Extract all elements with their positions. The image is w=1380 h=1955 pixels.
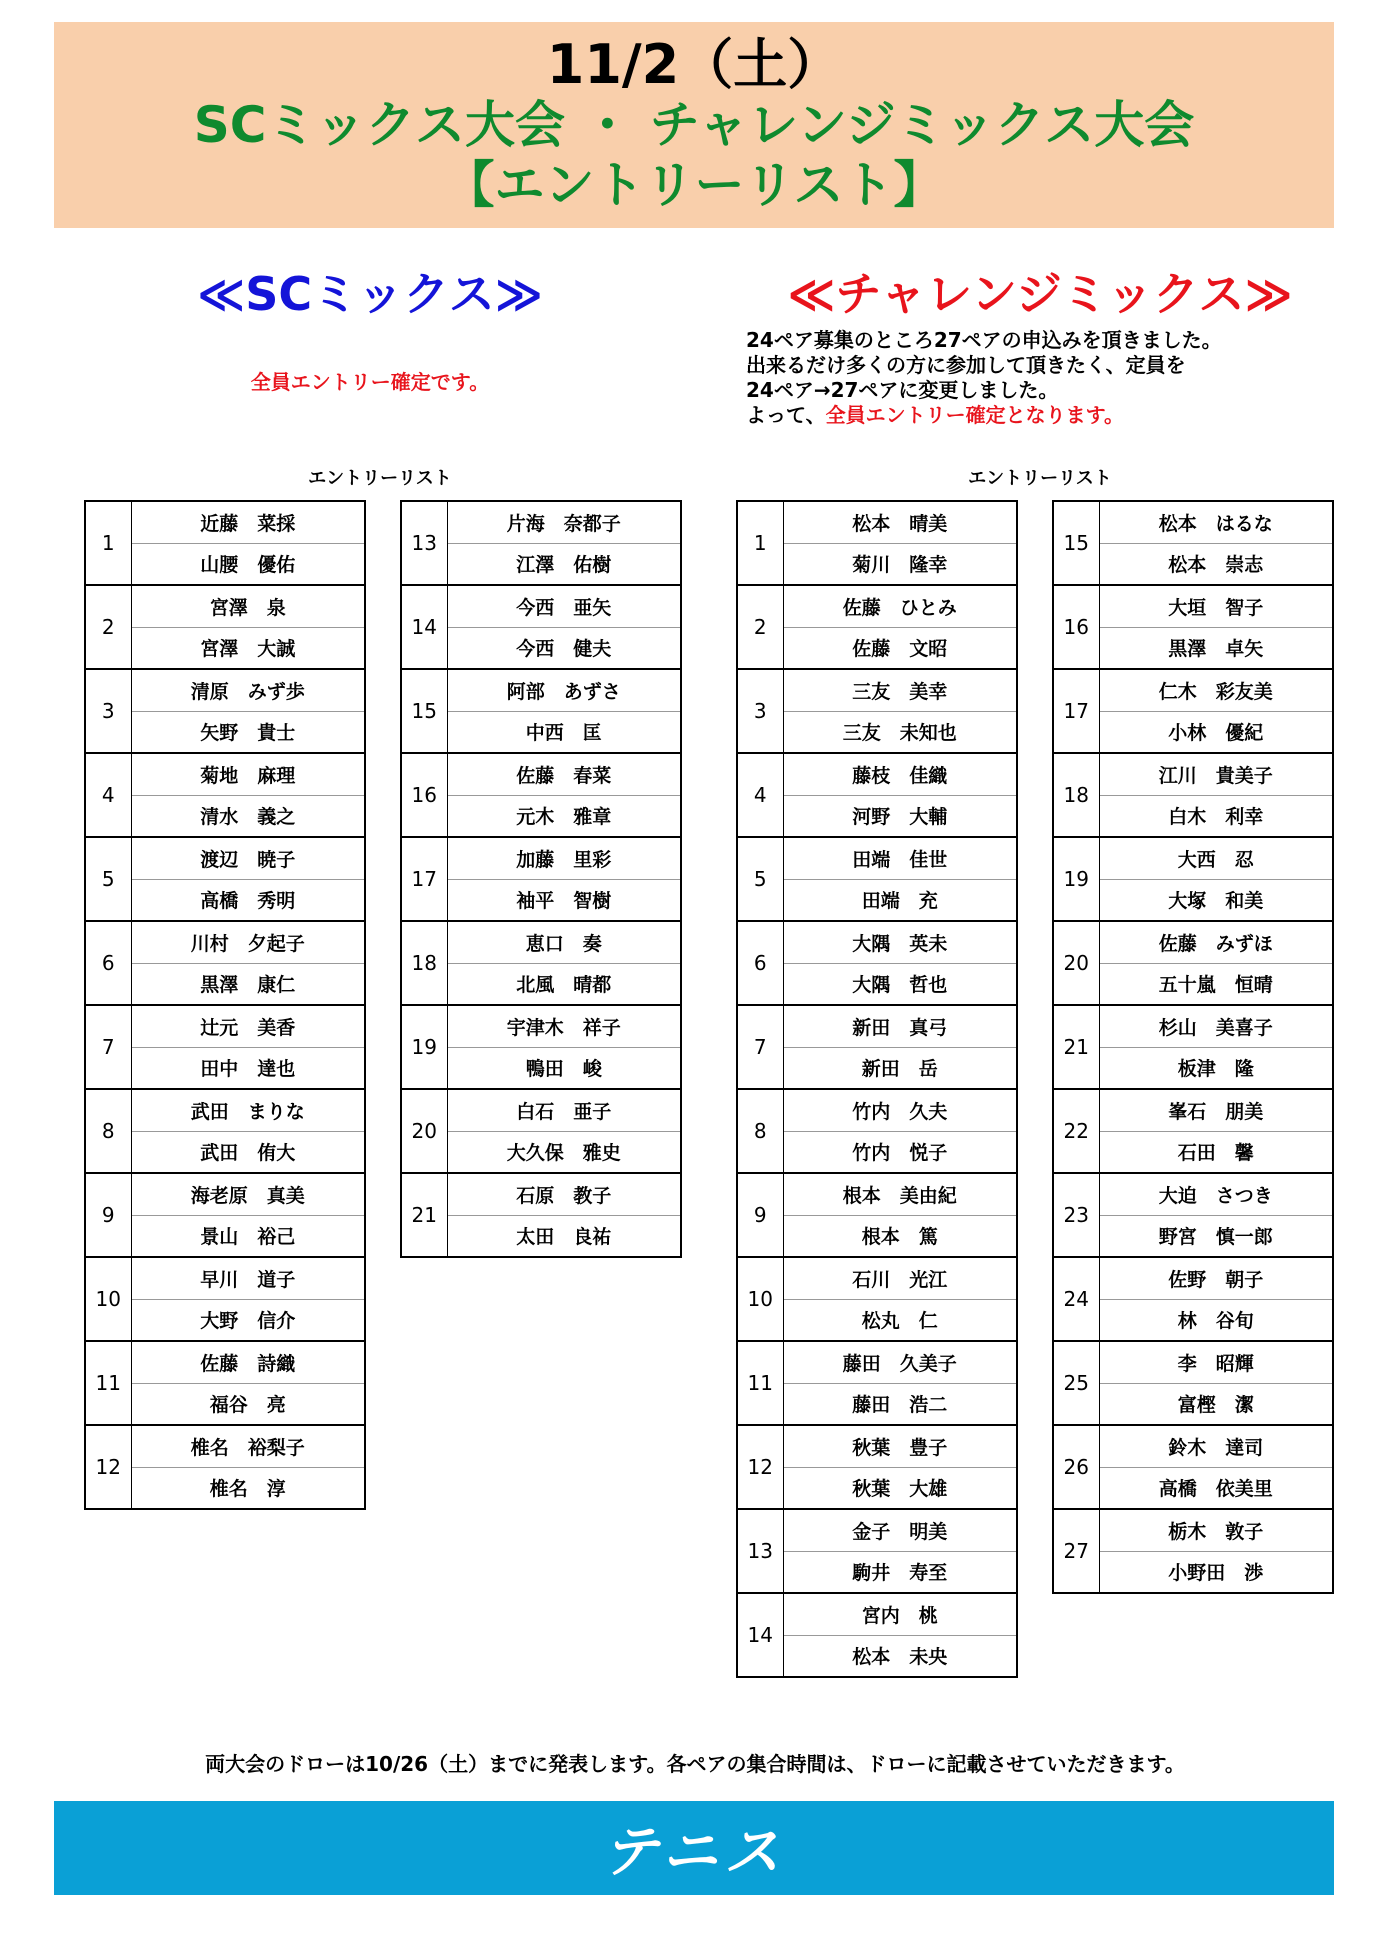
player-name: 矢野 貴士: [131, 711, 365, 753]
player-name: 板津 隆: [1099, 1047, 1333, 1089]
player-name: 秋葉 大雄: [783, 1467, 1017, 1509]
player-name: 石川 光江: [783, 1257, 1017, 1299]
pair-row: [737, 1257, 1017, 1299]
player-name: 椎名 淳: [131, 1467, 365, 1509]
player-name: 鴨田 峻: [447, 1047, 681, 1089]
pair-number: 11: [737, 1341, 783, 1425]
sc-entry-table-1: [84, 500, 366, 1510]
pair-number: 14: [737, 1593, 783, 1677]
player-name: 佐藤 春菜: [447, 753, 681, 795]
pair-row: [737, 1593, 1017, 1635]
player-name: 宮澤 泉: [131, 585, 365, 627]
pair-row: [1053, 1341, 1333, 1383]
pair-number: 13: [401, 501, 447, 585]
player-name: 三友 美幸: [783, 669, 1017, 711]
pair-row: [401, 921, 681, 963]
player-name: 藤枝 佳織: [783, 753, 1017, 795]
pair-row: [1053, 669, 1333, 711]
pair-row: [401, 837, 681, 879]
pair-row: [85, 921, 365, 963]
pair-row: [1053, 1089, 1333, 1131]
pair-number: 16: [1053, 585, 1099, 669]
player-name: 大隅 英未: [783, 921, 1017, 963]
pair-number: 3: [737, 669, 783, 753]
pair-row: [1053, 1005, 1333, 1047]
player-name: 袖平 智樹: [447, 879, 681, 921]
pair-number: 5: [737, 837, 783, 921]
player-name: 大隅 哲也: [783, 963, 1017, 1005]
pair-number: 7: [737, 1005, 783, 1089]
player-name: 清原 みず歩: [131, 669, 365, 711]
pair-row: [85, 1341, 365, 1383]
pair-number: 4: [737, 753, 783, 837]
sc-mix-note: 全員エントリー確定です。: [250, 370, 490, 394]
player-name: 佐野 朝子: [1099, 1257, 1333, 1299]
sc-entry-list-label: エントリーリスト: [308, 468, 452, 489]
event-title: SCミックス大会 ・ チャレンジミックス大会: [193, 96, 1195, 154]
pair-number: 21: [1053, 1005, 1099, 1089]
pair-row: [1053, 753, 1333, 795]
challenge-note-confirmed: 全員エントリー確定となります。: [825, 403, 1125, 427]
pair-number: 6: [85, 921, 131, 1005]
pair-number: 10: [737, 1257, 783, 1341]
player-name: 北風 晴都: [447, 963, 681, 1005]
player-name: 菊川 隆幸: [783, 543, 1017, 585]
pair-row: [85, 753, 365, 795]
pair-number: 3: [85, 669, 131, 753]
player-name: 江澤 佑樹: [447, 543, 681, 585]
player-name: 小林 優紀: [1099, 711, 1333, 753]
pair-number: 19: [1053, 837, 1099, 921]
pair-row: [737, 1341, 1017, 1383]
player-name: 景山 裕己: [131, 1215, 365, 1257]
challenge-entry-table-2: [1052, 500, 1334, 1594]
pair-number: 12: [737, 1425, 783, 1509]
pair-row: [1053, 1509, 1333, 1551]
pair-row: [1053, 837, 1333, 879]
pair-number: 7: [85, 1005, 131, 1089]
pair-row: [401, 1089, 681, 1131]
pair-number: 20: [1053, 921, 1099, 1005]
player-name: 竹内 久夫: [783, 1089, 1017, 1131]
player-name: 白石 亜子: [447, 1089, 681, 1131]
player-name: 高橋 依美里: [1099, 1467, 1333, 1509]
challenge-note-line: [746, 403, 1346, 428]
pair-row: [1053, 501, 1333, 543]
pair-number: 12: [85, 1425, 131, 1509]
player-name: 佐藤 みずほ: [1099, 921, 1333, 963]
player-name: 富樫 潔: [1099, 1383, 1333, 1425]
player-name: 林 谷旬: [1099, 1299, 1333, 1341]
pair-row: [737, 837, 1017, 879]
player-name: 新田 岳: [783, 1047, 1017, 1089]
player-name: 河野 大輔: [783, 795, 1017, 837]
footer-banner: [54, 1801, 1334, 1895]
player-name: 秋葉 豊子: [783, 1425, 1017, 1467]
event-subtitle: 【エントリーリスト】: [444, 156, 944, 214]
pair-number: 24: [1053, 1257, 1099, 1341]
pair-row: [401, 1005, 681, 1047]
player-name: 大垣 智子: [1099, 585, 1333, 627]
pair-row: [737, 921, 1017, 963]
pair-row: [401, 501, 681, 543]
pair-row: [737, 1509, 1017, 1551]
pair-row: [85, 837, 365, 879]
pair-number: 9: [85, 1173, 131, 1257]
pair-row: [85, 669, 365, 711]
pair-row: [737, 1173, 1017, 1215]
pair-row: [737, 1089, 1017, 1131]
pair-number: 14: [401, 585, 447, 669]
pair-number: 8: [737, 1089, 783, 1173]
pair-number: 20: [401, 1089, 447, 1173]
pair-row: [85, 585, 365, 627]
player-name: 鈴木 達司: [1099, 1425, 1333, 1467]
player-name: 石原 教子: [447, 1173, 681, 1215]
pair-row: [85, 1173, 365, 1215]
pair-row: [737, 585, 1017, 627]
player-name: 清水 義之: [131, 795, 365, 837]
pair-number: 17: [1053, 669, 1099, 753]
player-name: 佐藤 ひとみ: [783, 585, 1017, 627]
player-name: 武田 まりな: [131, 1089, 365, 1131]
player-name: 小野田 渉: [1099, 1551, 1333, 1593]
pair-number: 17: [401, 837, 447, 921]
pair-number: 5: [85, 837, 131, 921]
player-name: 今西 健夫: [447, 627, 681, 669]
pair-number: 4: [85, 753, 131, 837]
player-name: 白木 利幸: [1099, 795, 1333, 837]
pair-number: 2: [737, 585, 783, 669]
player-name: 宮内 桃: [783, 1593, 1017, 1635]
player-name: 元木 雅章: [447, 795, 681, 837]
player-name: 阿部 あずさ: [447, 669, 681, 711]
pair-number: 18: [1053, 753, 1099, 837]
challenge-note-line: 24ペア募集のところ27ペアの申込みを頂きました。: [746, 328, 1222, 352]
player-name: 近藤 菜採: [131, 501, 365, 543]
challenge-entry-list-label: エントリーリスト: [968, 468, 1112, 489]
player-name: 辻元 美香: [131, 1005, 365, 1047]
draw-announcement-note: 両大会のドローは10/26（土）までに発表します。各ペアの集合時間は、ドローに記載させていただきます。: [205, 1752, 1185, 1776]
challenge-note-line: 24ペア→27ペアに変更しました。: [746, 378, 1059, 402]
pair-number: 23: [1053, 1173, 1099, 1257]
pair-number: 19: [401, 1005, 447, 1089]
player-name: 栃木 敦子: [1099, 1509, 1333, 1551]
player-name: 駒井 寿至: [783, 1551, 1017, 1593]
pair-number: 9: [737, 1173, 783, 1257]
pair-number: 22: [1053, 1089, 1099, 1173]
player-name: 黒澤 卓矢: [1099, 627, 1333, 669]
player-name: 竹内 悦子: [783, 1131, 1017, 1173]
pair-number: 11: [85, 1341, 131, 1425]
player-name: 大久保 雅史: [447, 1131, 681, 1173]
pair-row: [1053, 921, 1333, 963]
player-name: 藤田 久美子: [783, 1341, 1017, 1383]
player-name: 宮澤 大誠: [131, 627, 365, 669]
pair-number: 15: [401, 669, 447, 753]
pair-row: [737, 753, 1017, 795]
player-name: 松本 晴美: [783, 501, 1017, 543]
pair-number: 2: [85, 585, 131, 669]
player-name: 宇津木 祥子: [447, 1005, 681, 1047]
player-name: 田中 達也: [131, 1047, 365, 1089]
player-name: 新田 真弓: [783, 1005, 1017, 1047]
pair-row: [401, 1173, 681, 1215]
challenge-entry-table-1: [736, 500, 1018, 1678]
pair-number: 1: [85, 501, 131, 585]
player-name: 早川 道子: [131, 1257, 365, 1299]
player-name: 片海 奈都子: [447, 501, 681, 543]
event-date: 11/2（土）: [546, 33, 842, 96]
player-name: 峯石 朋美: [1099, 1089, 1333, 1131]
pair-row: [85, 1425, 365, 1467]
player-name: 田端 充: [783, 879, 1017, 921]
pair-row: [85, 1005, 365, 1047]
player-name: 福谷 亮: [131, 1383, 365, 1425]
player-name: 五十嵐 恒晴: [1099, 963, 1333, 1005]
player-name: 大西 忍: [1099, 837, 1333, 879]
pair-number: 25: [1053, 1341, 1099, 1425]
pair-number: 10: [85, 1257, 131, 1341]
pair-number: 27: [1053, 1509, 1099, 1593]
pair-number: 15: [1053, 501, 1099, 585]
player-name: 中西 匡: [447, 711, 681, 753]
player-name: 黒澤 康仁: [131, 963, 365, 1005]
pair-row: [401, 753, 681, 795]
pair-row: [1053, 1425, 1333, 1467]
player-name: 太田 良祐: [447, 1215, 681, 1257]
player-name: 松本 はるな: [1099, 501, 1333, 543]
challenge-mix-note: [746, 328, 1346, 428]
player-name: 大迫 さつき: [1099, 1173, 1333, 1215]
player-name: 加藤 里彩: [447, 837, 681, 879]
pair-row: [85, 501, 365, 543]
player-name: 野宮 慎一郎: [1099, 1215, 1333, 1257]
player-name: 恵口 奏: [447, 921, 681, 963]
player-name: 武田 侑大: [131, 1131, 365, 1173]
sc-entry-table-2: [400, 500, 682, 1258]
pair-row: [1053, 585, 1333, 627]
player-name: 高橋 秀明: [131, 879, 365, 921]
pair-number: 18: [401, 921, 447, 1005]
sc-mix-heading: ≪SCミックス≫: [197, 267, 543, 321]
pair-number: 16: [401, 753, 447, 837]
player-name: 佐藤 文昭: [783, 627, 1017, 669]
pair-row: [401, 585, 681, 627]
pair-number: 21: [401, 1173, 447, 1257]
player-name: 今西 亜矢: [447, 585, 681, 627]
player-name: 松本 未央: [783, 1635, 1017, 1677]
pair-row: [737, 669, 1017, 711]
player-name: 海老原 真美: [131, 1173, 365, 1215]
pair-row: [737, 501, 1017, 543]
pair-row: [1053, 1257, 1333, 1299]
pair-row: [85, 1257, 365, 1299]
player-name: 菊地 麻理: [131, 753, 365, 795]
player-name: 石田 馨: [1099, 1131, 1333, 1173]
pair-number: 6: [737, 921, 783, 1005]
challenge-note-line: 出来るだけ多くの方に参加して頂きたく、定員を: [746, 353, 1186, 377]
player-name: 渡辺 暁子: [131, 837, 365, 879]
pair-number: 8: [85, 1089, 131, 1173]
pair-row: [1053, 1173, 1333, 1215]
pair-number: 1: [737, 501, 783, 585]
pair-row: [737, 1425, 1017, 1467]
player-name: 大塚 和美: [1099, 879, 1333, 921]
player-name: 杉山 美喜子: [1099, 1005, 1333, 1047]
pair-row: [737, 1005, 1017, 1047]
challenge-mix-heading: ≪チャレンジミックス≫: [787, 267, 1293, 321]
pair-row: [85, 1089, 365, 1131]
player-name: 佐藤 詩織: [131, 1341, 365, 1383]
player-name: 田端 佳世: [783, 837, 1017, 879]
challenge-note-prefix: よって、: [746, 403, 826, 427]
player-name: 山腰 優佑: [131, 543, 365, 585]
player-name: 根本 篤: [783, 1215, 1017, 1257]
player-name: 藤田 浩二: [783, 1383, 1017, 1425]
player-name: 三友 未知也: [783, 711, 1017, 753]
player-name: 松丸 仁: [783, 1299, 1017, 1341]
pair-number: 26: [1053, 1425, 1099, 1509]
tennis-logo-text: テニス: [602, 1820, 786, 1885]
player-name: 椎名 裕梨子: [131, 1425, 365, 1467]
player-name: 松本 崇志: [1099, 543, 1333, 585]
player-name: 李 昭輝: [1099, 1341, 1333, 1383]
player-name: 根本 美由紀: [783, 1173, 1017, 1215]
player-name: 仁木 彩友美: [1099, 669, 1333, 711]
pair-row: [401, 669, 681, 711]
player-name: 大野 信介: [131, 1299, 365, 1341]
player-name: 江川 貴美子: [1099, 753, 1333, 795]
header-banner: [54, 22, 1334, 228]
player-name: 金子 明美: [783, 1509, 1017, 1551]
pair-number: 13: [737, 1509, 783, 1593]
player-name: 川村 夕起子: [131, 921, 365, 963]
